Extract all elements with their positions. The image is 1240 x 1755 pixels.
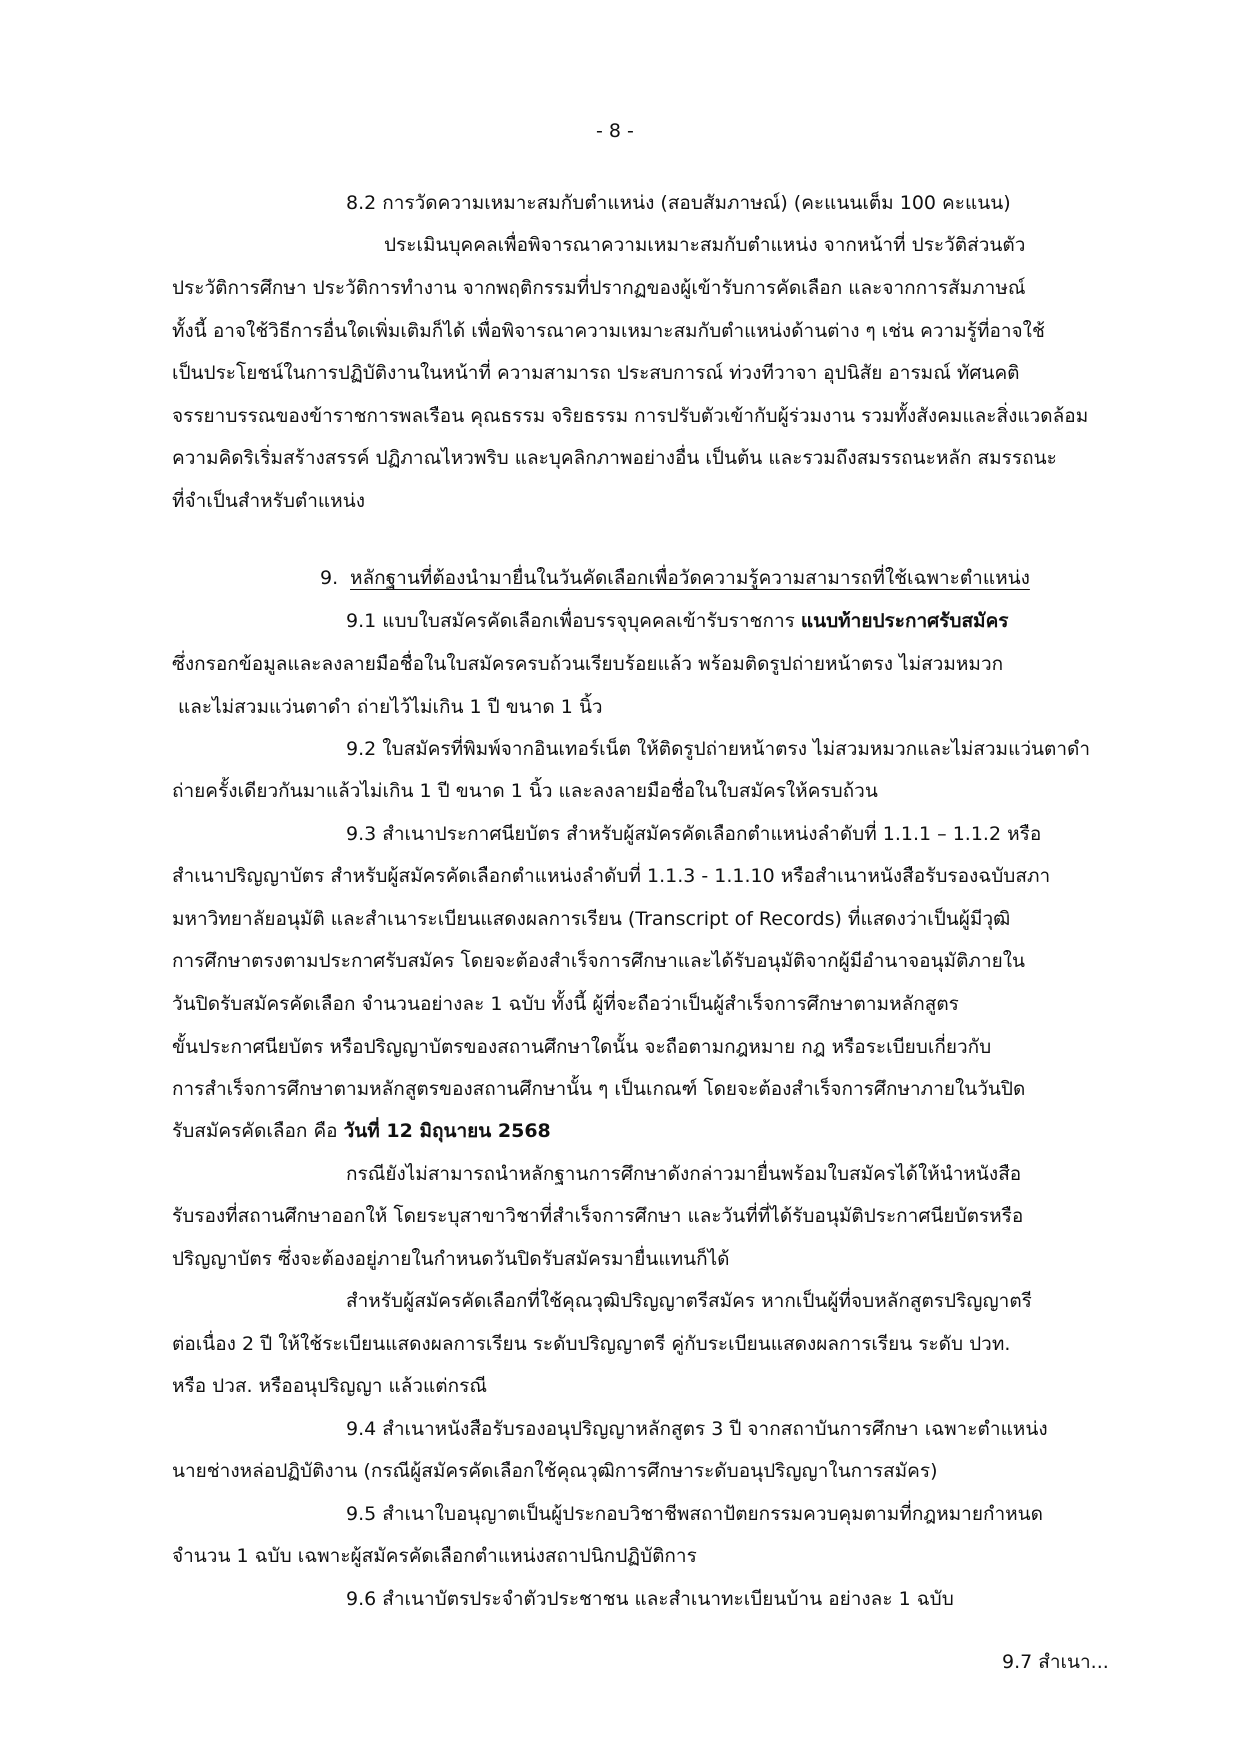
item-9-2-line: 9.2 ใบสมัครที่พิมพ์จากอินเทอร์เน็ต ให้ติดรูปถ่ายหน้าตรง ไม่สวมหมวกและไม่สวมแว่นตาดำ [346, 738, 1090, 760]
item-9-1-line: และไม่สวมแว่นตาดำ ถ่ายไว้ไม่เกิน 1 ปี ขนาด 1 นิ้ว [178, 696, 603, 718]
bachelor-para-line: สำหรับผู้สมัครคัดเลือกที่ใช้คุณวุฒิปริญญาตรีสมัคร หากเป็นผู้ที่จบหลักสูตรปริญญาตรี [346, 1290, 1032, 1312]
bachelor-para-line: หรือ ปวส. หรืออนุปริญญา แล้วแต่กรณี [172, 1375, 487, 1397]
item-9-1-bold: แนบท้ายประกาศรับสมัคร [800, 610, 1009, 632]
page-number: - 8 - [596, 120, 634, 142]
closing-date: วันที่ 12 มิถุนายน 2568 [343, 1120, 551, 1142]
item-9-5-line: 9.5 สำเนาใบอนุญาตเป็นผู้ประกอบวิชาชีพสถาปัตยกรรมควบคุมตามที่กฎหมายกำหนด [346, 1503, 1043, 1525]
bachelor-para-line: ต่อเนื่อง 2 ปี ให้ใช้ระเบียนแสดงผลการเรียน ระดับปริญญาตรี คู่กับระเบียนแสดงผลการเรียน ระดับ ปวท. [172, 1333, 1011, 1355]
section-8-2-line: ประเมินบุคคลเพื่อพิจารณาความเหมาะสมกับตำแหน่ง จากหน้าที่ ประวัติส่วนตัว [384, 234, 1026, 256]
item-9-3-closing-text: รับสมัครคัดเลือก คือ [172, 1120, 344, 1142]
item-9-2-line: ถ่ายครั้งเดียวกันมาแล้วไม่เกิน 1 ปี ขนาด 1 นิ้ว และลงลายมือชื่อในใบสมัครให้ครบถ้วน [172, 780, 878, 802]
item-9-1-text: 9.1 แบบใบสมัครคัดเลือกเพื่อบรรจุบุคคลเข้ารับราชการ [346, 610, 801, 632]
section-8-2-heading: 8.2 การวัดความเหมาะสมกับตำแหน่ง (สอบสัมภาษณ์) (คะแนนเต็ม 100 คะแนน) [346, 192, 1011, 214]
item-9-4-line: นายช่างหล่อปฏิบัติงาน (กรณีผู้สมัครคัดเลือกใช้คุณวุฒิการศึกษาระดับอนุปริญญาในการสมัคร) [172, 1460, 938, 1482]
item-9-1-line: ซึ่งกรอกข้อมูลและลงลายมือชื่อในใบสมัครครบถ้วนเรียบร้อยแล้ว พร้อมติดรูปถ่ายหน้าตรง ไม่สวมหมวก [172, 653, 1004, 675]
certificate-para-line: ปริญญาบัตร ซึ่งจะต้องอยู่ภายในกำหนดวันปิดรับสมัครมายื่นแทนก็ได้ [172, 1248, 730, 1270]
item-9-1-line [346, 601, 1009, 641]
section-8-2-line: ประวัติการศึกษา ประวัติการทำงาน จากพฤติกรรมที่ปรากฏของผู้เข้ารับการคัดเลือก และจากการสัมภาษณ์ [172, 277, 1026, 299]
continuation-marker: 9.7 สำเนา... [1002, 1651, 1109, 1673]
item-9-4-line: 9.4 สำเนาหนังสือรับรองอนุปริญญาหลักสูตร 3 ปี จากสถาบันการศึกษา เฉพาะตำแหน่ง [346, 1418, 1048, 1440]
item-9-3-line: ขั้นประกาศนียบัตร หรือปริญญาบัตรของสถานศึกษาใดนั้น จะถือตามกฎหมาย กฎ หรือระเบียบเกี่ยวกับ [172, 1036, 992, 1058]
section-9-number: 9. [320, 567, 339, 589]
item-9-3-line: มหาวิทยาลัยอนุมัติ และสำเนาระเบียนแสดงผลการเรียน (Transcript of Records) ที่แสดงว่าเป็นผู้มีวุฒิ [172, 908, 1011, 930]
section-9-heading: หลักฐานที่ต้องนำมายื่นในวันคัดเลือกเพื่อวัดความรู้ความสามารถที่ใช้เฉพาะตำแหน่ง [350, 567, 1030, 589]
item-9-5-line: จำนวน 1 ฉบับ เฉพาะผู้สมัครคัดเลือกตำแหน่งสถาปนิกปฏิบัติการ [172, 1545, 697, 1567]
section-8-2-line: ที่จำเป็นสำหรับตำแหน่ง [172, 490, 365, 512]
item-9-3-line [172, 1111, 551, 1151]
section-8-2-line: ความคิดริเริ่มสร้างสรรค์ ปฏิภาณไหวพริบ และบุคลิกภาพอย่างอื่น เป็นต้น และรวมถึงสมรรถนะหลัก สมรรถนะ [172, 447, 1057, 469]
section-8-2-line: จรรยาบรรณของข้าราชการพลเรือน คุณธรรม จริยธรรม การปรับตัวเข้ากับผู้ร่วมงาน รวมทั้งสังคมและสิ่งแวดล้อม [172, 405, 1089, 427]
item-9-6-line: 9.6 สำเนาบัตรประจำตัวประชาชน และสำเนาทะเบียนบ้าน อย่างละ 1 ฉบับ [346, 1588, 954, 1610]
item-9-3-line: สำเนาปริญญาบัตร สำหรับผู้สมัครคัดเลือกตำแหน่งลำดับที่ 1.1.3 - 1.1.10 หรือสำเนาหนังสือรับรองฉบับสภา [172, 865, 1051, 887]
section-8-2-line: เป็นประโยชน์ในการปฏิบัติงานในหน้าที่ ความสามารถ ประสบการณ์ ท่วงทีวาจา อุปนิสัย อารมณ์ ทัศนคติ [172, 362, 1020, 384]
section-8-2-line: ทั้งนี้ อาจใช้วิธีการอื่นใดเพิ่มเติมก็ได้ เพื่อพิจารณาความเหมาะสมกับตำแหน่งด้านต่าง ๆ เช่น ความรู้ที่อาจใช้ [172, 320, 1045, 342]
item-9-3-line: การสำเร็จการศึกษาตามหลักสูตรของสถานศึกษานั้น ๆ เป็นเกณฑ์ โดยจะต้องสำเร็จการศึกษาภายในวันปิด [172, 1078, 1026, 1100]
certificate-para-line: กรณียังไม่สามารถนำหลักฐานการศึกษาดังกล่าวมายื่นพร้อมใบสมัครได้ให้นำหนังสือ [346, 1163, 1022, 1185]
item-9-3-line: วันปิดรับสมัครคัดเลือก จำนวนอย่างละ 1 ฉบับ ทั้งนี้ ผู้ที่จะถือว่าเป็นผู้สำเร็จการศึกษาตามหลักสูตร [172, 993, 959, 1015]
item-9-3-line: การศึกษาตรงตามประกาศรับสมัคร โดยจะต้องสำเร็จการศึกษาและได้รับอนุมัติจากผู้มีอำนาจอนุมัติภายใน [172, 950, 1026, 972]
certificate-para-line: รับรองที่สถานศึกษาออกให้ โดยระบุสาขาวิชาที่สำเร็จการศึกษา และวันที่ที่ได้รับอนุมัติประกาศนียบัตรหรือ [172, 1205, 1024, 1227]
item-9-3-line: 9.3 สำเนาประกาศนียบัตร สำหรับผู้สมัครคัดเลือกตำแหน่งลำดับที่ 1.1.1 – 1.1.2 หรือ [346, 823, 1042, 845]
